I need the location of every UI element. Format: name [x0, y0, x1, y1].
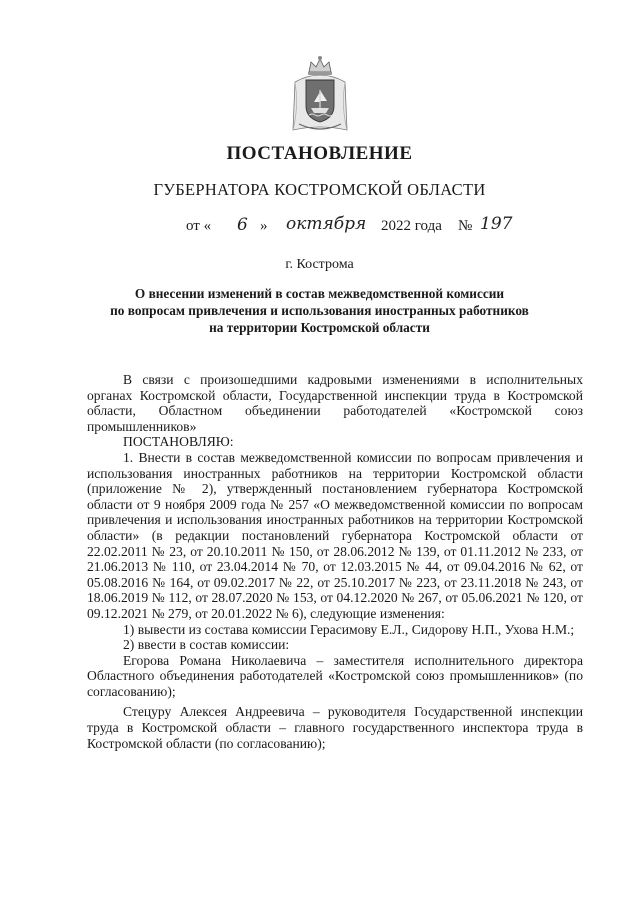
heading-line: по вопросам привлечения и использования иностранных работников	[110, 303, 529, 318]
date-month: октября	[286, 214, 367, 234]
heading-line: О внесении изменений в состав межведомственной комиссии	[134, 286, 505, 301]
paragraph-preamble: В связи с произошедшими кадровыми изменениями в исполнительных органах Костромской области, Государственной инспекции труда в Костромской области, Областном объединении работодателей «Костромской союз промышленников»	[87, 372, 583, 434]
paragraph-resolve: ПОСТАНОВЛЯЮ:	[123, 434, 234, 450]
paragraph-member-stetsura: Стецуру Алексея Андреевича – руководителя Государственной инспекции труда в Костромской области – главного государственного инспектора труда в Костромской области (по согласованию);	[87, 704, 583, 751]
coat-of-arms-icon	[289, 54, 351, 138]
date-year: 2022 года	[381, 218, 442, 234]
paragraph-subitem-2: 2) ввести в состав комиссии:	[123, 637, 290, 653]
date-quote-close: »	[260, 218, 268, 234]
document-title: ПОСТАНОВЛЕНИЕ	[226, 143, 413, 164]
document-issuer: ГУБЕРНАТОРА КОСТРОМСКОЙ ОБЛАСТИ	[153, 180, 486, 199]
heading-line: на территории Костромской области	[209, 320, 430, 335]
paragraph-item-1: 1. Внести в состав межведомственной комиссии по вопросам привлечения и использования иностранных работников на территории Костромской области (приложение № 2), утвержденный постановлением губернатора Костромской области от 9 ноября 2009 года № 257 «О межведомственной комиссии по вопросам привлечения и использования иностранных работников на территории Костромской области» (в редакции постановлений губернатора Костромской области от 22.02.2011 № 23, от 20.10.2011 № 150, от 28.06.2012 № 139, от 01.11.2012 № 233, от 21.06.2013 № 110, от 23.04.2014 № 70, от 12.03.2015 № 44, от 09.04.2016 № 62, от 05.08.2016 № 164, от 09.02.2017 № 22, от 25.10.2017 № 223, от 23.11.2018 № 243, от 18.06.2019 № 112, от 28.07.2020 № 153, от 04.12.2020 № 267, от 05.06.2021 № 120, от 09.12.2021 № 279, от 20.01.2022 № 6), следующие изменения:	[87, 449, 583, 621]
number-sign: №	[458, 218, 473, 234]
paragraph-subitem-1: 1) вывести из состава комиссии Герасимову Е.Л., Сидорову Н.П., Ухова Н.М.;	[123, 621, 575, 637]
date-prefix: от «	[186, 218, 212, 234]
document-number: 197	[480, 214, 513, 234]
document-body	[87, 372, 583, 751]
date-day: 6	[237, 215, 248, 235]
paragraph-member-egorov: Егорова Романа Николаевича – заместителя исполнительного директора Областного объединения работодателей «Костромской союз промышленников» (по согласованию);	[87, 652, 583, 699]
issuing-city: г. Кострома	[285, 257, 354, 272]
document-heading	[70, 285, 569, 336]
